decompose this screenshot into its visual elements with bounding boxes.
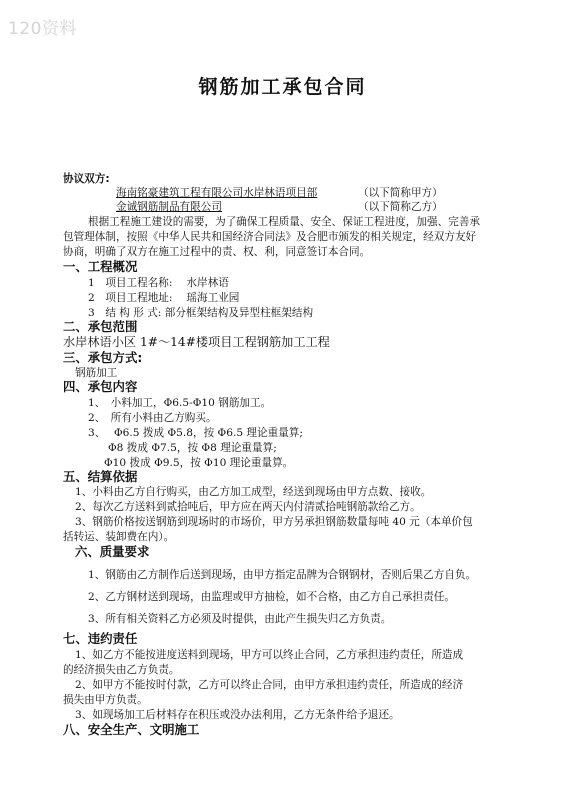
document-title: 钢筋加工承包合同 [198,76,367,98]
section-5-item-4: 括转运、装卸费在内）。 [63,531,175,543]
party-a-note: （以下简称甲方） [358,187,443,199]
section-4-item-2: 2、 所有小料由乙方购买。 [88,412,217,424]
section-7-item-1: 1、如乙方不能按进度送料到现场，甲方可以终止合同，乙方承担违约责任，所造成 [75,649,464,661]
section-5-heading: 五、结算依据 [63,469,138,484]
section-1-item-1: 1 项目工程名称: 水岸林语 [88,277,229,289]
section-4-item-1: 1、 小料加工，Φ6.5-Φ10 钢筋加工。 [88,397,272,409]
section-5-item-3: 3、钢筋价格按送钢筋到现场时的市场价，甲方另承担钢筋数量每吨 40 元（本单价包 [75,516,473,528]
section-7-item-2: 的经济损失由乙方负责。 [63,664,180,676]
intro-line-3: 协商，明确了双方在施工过程中的责、权、利，同意签订本合同。 [63,246,371,258]
parties-label: 协议双方: [63,173,110,185]
section-1-item-3: 3 结 构 形 式: 部分框架结构及异型柱框架结构 [88,307,314,319]
section-7-item-5: 3、如现场加工后材料存在积压或没办法利用，乙方无条件给予退还。 [75,709,400,721]
section-6-item-2: 2、乙方钢材送到现场，由监理或甲方抽检，如不合格，由乙方自己承担责任。 [88,591,455,603]
section-3-text: 钢筋加工 [75,367,118,379]
party-b-name: 金诚钢筋制品有限公司 [116,201,222,213]
section-8-heading: 八、安全生产、文明施工 [63,722,200,737]
watermark: 120资料 [8,19,77,39]
section-4-heading: 四、承包内容 [63,379,138,394]
section-4-item-3: 3、 Φ6.5 拨成 Φ5.8，按 Φ6.5 理论重量算; [88,427,303,439]
section-7-item-3: 2、如甲方不能按时付款，乙方可以终止合同，由甲方承担违约责任，所造成的经济 [75,679,464,691]
section-5-item-2: 2、每次乙方送料到贰拾吨后，甲方应在两天内付清贰拾吨钢筋款给乙方。 [75,501,421,513]
section-4-item-4: Φ8 拨成 Φ7.5，按 Φ8 理论重量算; [108,442,277,454]
section-7-item-4: 损失由甲方负责。 [63,694,148,706]
section-3-heading: 三、承包方式: [63,350,143,365]
section-6-item-1: 1、钢筋由乙方制作后送到现场，由甲方指定品牌为合钢钢材，否则后果乙方自负。 [88,569,477,581]
section-1-heading: 一、工程概况 [63,259,138,274]
section-2-text: 水岸林语小区 1#～14#楼项目工程钢筋加工工程 [63,335,330,349]
party-a-name: 海南铭豪建筑工程有限公司水岸林语项目部 [116,187,318,199]
section-6-heading: 六、质量要求 [75,544,150,559]
section-1-item-2: 2 项目工程地址: 瑶海工业园 [88,292,240,304]
section-2-heading: 二、承包范围 [63,319,138,334]
section-5-item-1: 1、小料由乙方自行购买，由乙方加工成型，经送到现场由甲方点数、接收。 [75,486,432,498]
party-b-note: （以下简称乙方） [358,201,443,213]
section-7-heading: 七、违约责任 [63,631,138,646]
intro-line-2: 包管理体制，按照《中华人民共和国经济合同法》及合肥市颁发的相关规定，经双方友好 [63,231,477,243]
section-6-item-3: 3、所有相关资料乙方必须及时提供，由此产生损失归乙方负责。 [88,613,392,625]
section-4-item-5: Φ10 拨成 Φ9.5，按 Φ10 理论重量算。 [104,457,294,469]
intro-line-1: 根据工程施工建设的需要，为了确保工程质量、安全、保证工程进度，加强、完善承 [88,216,480,228]
